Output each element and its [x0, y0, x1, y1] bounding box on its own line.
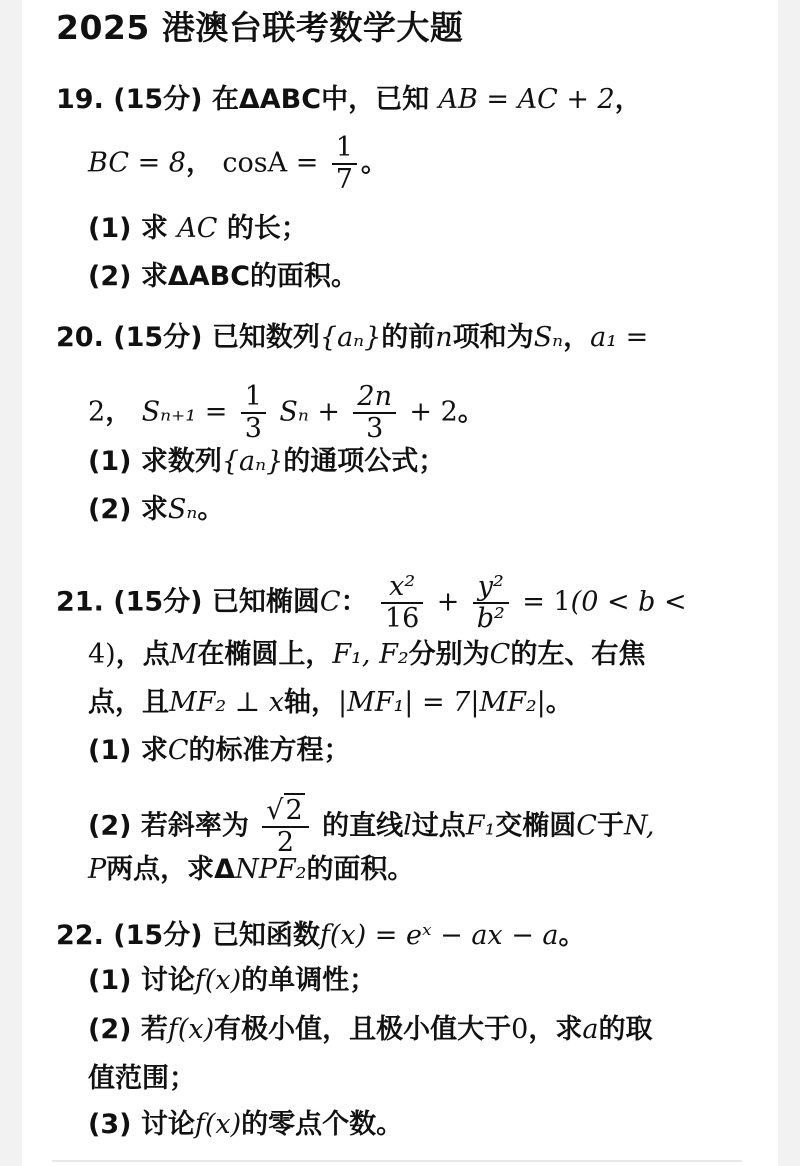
q21-C2: C — [489, 639, 511, 670]
q19-part2: (2) 求ΔABC的面积。 — [88, 261, 359, 292]
period: 。 — [360, 147, 388, 179]
q21-l2b: 在椭圆上， — [197, 639, 333, 670]
q21-frac-y — [473, 572, 509, 634]
q20-f2-den: 3 — [366, 413, 384, 444]
q21-p2-C: C — [576, 810, 597, 842]
q21-eq: = 1 — [522, 586, 571, 618]
q21-perp: MF₂ ⊥ x — [169, 687, 284, 718]
q20-frac1 — [241, 382, 266, 444]
q20-f1-num: 1 — [241, 382, 266, 414]
page-divider — [52, 1160, 742, 1162]
q22-p1-post: 的单调性； — [241, 965, 377, 996]
q22-p2-mid: 有极小值，且极小值大于 — [214, 1014, 512, 1045]
q21-part2 — [88, 796, 654, 858]
q22-part2-cont: 值范围； — [88, 1063, 196, 1094]
q21-line1: 21. (15分) 已知椭圆C： $\frac{\text{x²}}{16}$ + $\frac{\text{y²}}{\text{b²}}$ = 1(0 < b < — [56, 571, 687, 634]
q19-part1 — [88, 211, 308, 247]
q20-p1-pre: (1) 求数列 — [88, 446, 222, 477]
q21-slope-den: 2 — [276, 827, 295, 858]
q21-P: P — [88, 854, 107, 885]
q21-p2-mid2: 过点 — [411, 810, 466, 842]
q20-p2-pre: (2) 求 — [88, 494, 168, 525]
q21-fy-num: y² — [473, 572, 509, 604]
q21-line6 — [88, 852, 414, 888]
q19-head: 19. (15分) 在ΔABC中，已知 — [56, 84, 430, 115]
q19-line2 — [88, 133, 388, 195]
q19-line1 — [56, 82, 642, 118]
q21-l3a: 点，且 — [88, 687, 169, 718]
q22-p2-mid2: ，求 — [528, 1014, 583, 1045]
comma: ， — [614, 84, 642, 115]
q19-frac-num: 1 — [332, 133, 357, 165]
q21-p1-post: 的标准方程； — [188, 735, 351, 766]
q21-part1 — [88, 733, 351, 769]
comma: ， — [105, 396, 133, 428]
q21-line3 — [88, 685, 573, 721]
q21-cond: (0 < b < — [570, 586, 687, 618]
q22-part3 — [88, 1107, 403, 1143]
q22-p3-post: 的零点个数。 — [241, 1109, 404, 1140]
q22-part2 — [88, 1012, 652, 1048]
q20-f1-den: 3 — [244, 413, 262, 444]
q20-p1-seq: {aₙ} — [221, 446, 284, 477]
q21-l: l — [403, 810, 412, 842]
q20-rec-mid: Sₙ + — [279, 396, 340, 428]
q21-line2 — [88, 637, 645, 673]
q21-p2-mid: 的直线 — [322, 810, 404, 842]
q20-two: 2 — [88, 396, 106, 428]
q20-mid2: 项和为 — [452, 322, 534, 353]
q21-p1-pre: (1) 求 — [88, 735, 168, 766]
q22-p2-fx: f(x) — [167, 1014, 215, 1045]
q21-M: M — [169, 639, 198, 670]
q21-C: C — [319, 586, 341, 618]
q20-p2-sn: Sₙ — [167, 494, 198, 525]
q20-part1 — [88, 444, 445, 480]
q21-p1-C: C — [167, 735, 189, 766]
period: 。 — [545, 687, 573, 718]
comma: ， — [563, 322, 591, 353]
q21-abs: |MF₁| = 7|MF₂| — [338, 687, 546, 718]
q21-F1: F₁ — [465, 810, 496, 842]
q21-fy-den: b² — [476, 603, 505, 634]
q20-sn: Sₙ — [533, 322, 564, 353]
q20-n: n — [435, 322, 453, 353]
q20-part2 — [88, 492, 224, 528]
period: 。 — [558, 920, 586, 951]
q20-f2-num: 2n — [353, 382, 396, 414]
q22-p2-pre: (2) 若 — [88, 1014, 168, 1045]
q21-NPF2: NPF₂ — [235, 854, 307, 885]
q22-p3-fx: f(x) — [194, 1109, 242, 1140]
q21-colon: ： — [340, 586, 368, 618]
q21-slope-num: √2 — [262, 796, 308, 828]
q22-p1-pre: (1) 讨论 — [88, 965, 195, 996]
period: 。 — [197, 494, 225, 525]
q21-fx-den: 16 — [384, 603, 420, 634]
q21-slope-fraction — [262, 796, 308, 858]
q22-p1-fx: f(x) — [194, 965, 242, 996]
q22-zero: 0 — [511, 1014, 529, 1045]
q19-frac-den: 7 — [335, 164, 353, 195]
q20-line1 — [56, 320, 648, 356]
q20-line2 — [88, 382, 485, 444]
q21-F: F₁, F₂ — [332, 639, 409, 670]
q20-a1: a₁ = — [590, 322, 649, 353]
q19-cos: cosA = — [222, 147, 319, 179]
period: 。 — [457, 396, 485, 428]
q21-fx-num: x² — [381, 572, 423, 604]
q19-p1-var: AC — [177, 213, 218, 244]
q21-frac-x — [381, 572, 423, 634]
q22-p3-pre: (3) 讨论 — [88, 1109, 195, 1140]
q21-p2-pre: (2) 若斜率为 — [88, 810, 249, 842]
q21-l3b: 轴， — [284, 687, 338, 718]
q22-func: f(x) = eˣ − ax − a — [319, 920, 559, 951]
document-page — [22, 0, 778, 1166]
q20-mid: 的前 — [381, 322, 436, 353]
q21-l2a: ，点 — [115, 639, 170, 670]
q21-p2-mid3: 交椭圆 — [495, 810, 577, 842]
q22-part1 — [88, 963, 376, 999]
q20-frac2 — [353, 382, 396, 444]
q21-head: 21. (15分) 已知椭圆 — [56, 586, 320, 618]
q21-l6b: 的面积。 — [306, 854, 415, 885]
q19-fraction — [332, 133, 357, 195]
q22-head: 22. (15分) 已知函数 — [56, 920, 320, 951]
q22-p2-end: 的取 — [598, 1014, 653, 1045]
q21-N: N, — [623, 810, 655, 842]
q21-l6: 两点，求Δ — [106, 854, 236, 885]
q21-cond2: 4) — [88, 639, 116, 670]
q20-head: 20. (15分) 已知数列 — [56, 322, 320, 353]
q19-p1-post: 的长； — [226, 213, 308, 244]
comma: ， — [185, 147, 213, 179]
q19-given2: BC = 8 — [88, 147, 186, 179]
q21-l2d: 的左、右焦 — [510, 639, 646, 670]
q19-p1-pre: (1) 求 — [88, 213, 168, 244]
q21-p2-mid4: 于 — [596, 810, 624, 842]
q20-p1-post: 的通项公式； — [283, 446, 446, 477]
q20-rec-lhs: Sₙ₊₁ = — [141, 396, 228, 428]
q21-l2c: 分别为 — [408, 639, 490, 670]
q22-line1 — [56, 918, 586, 954]
q20-rec-end: + 2 — [409, 396, 458, 428]
q20-seq: {aₙ} — [319, 322, 382, 353]
q21-sqrt-arg: 2 — [285, 795, 303, 826]
q19-given1: AB = AC + 2 — [438, 84, 615, 115]
page-title: 2025 港澳台联考数学大题 — [56, 8, 464, 47]
q22-a: a — [582, 1014, 599, 1045]
